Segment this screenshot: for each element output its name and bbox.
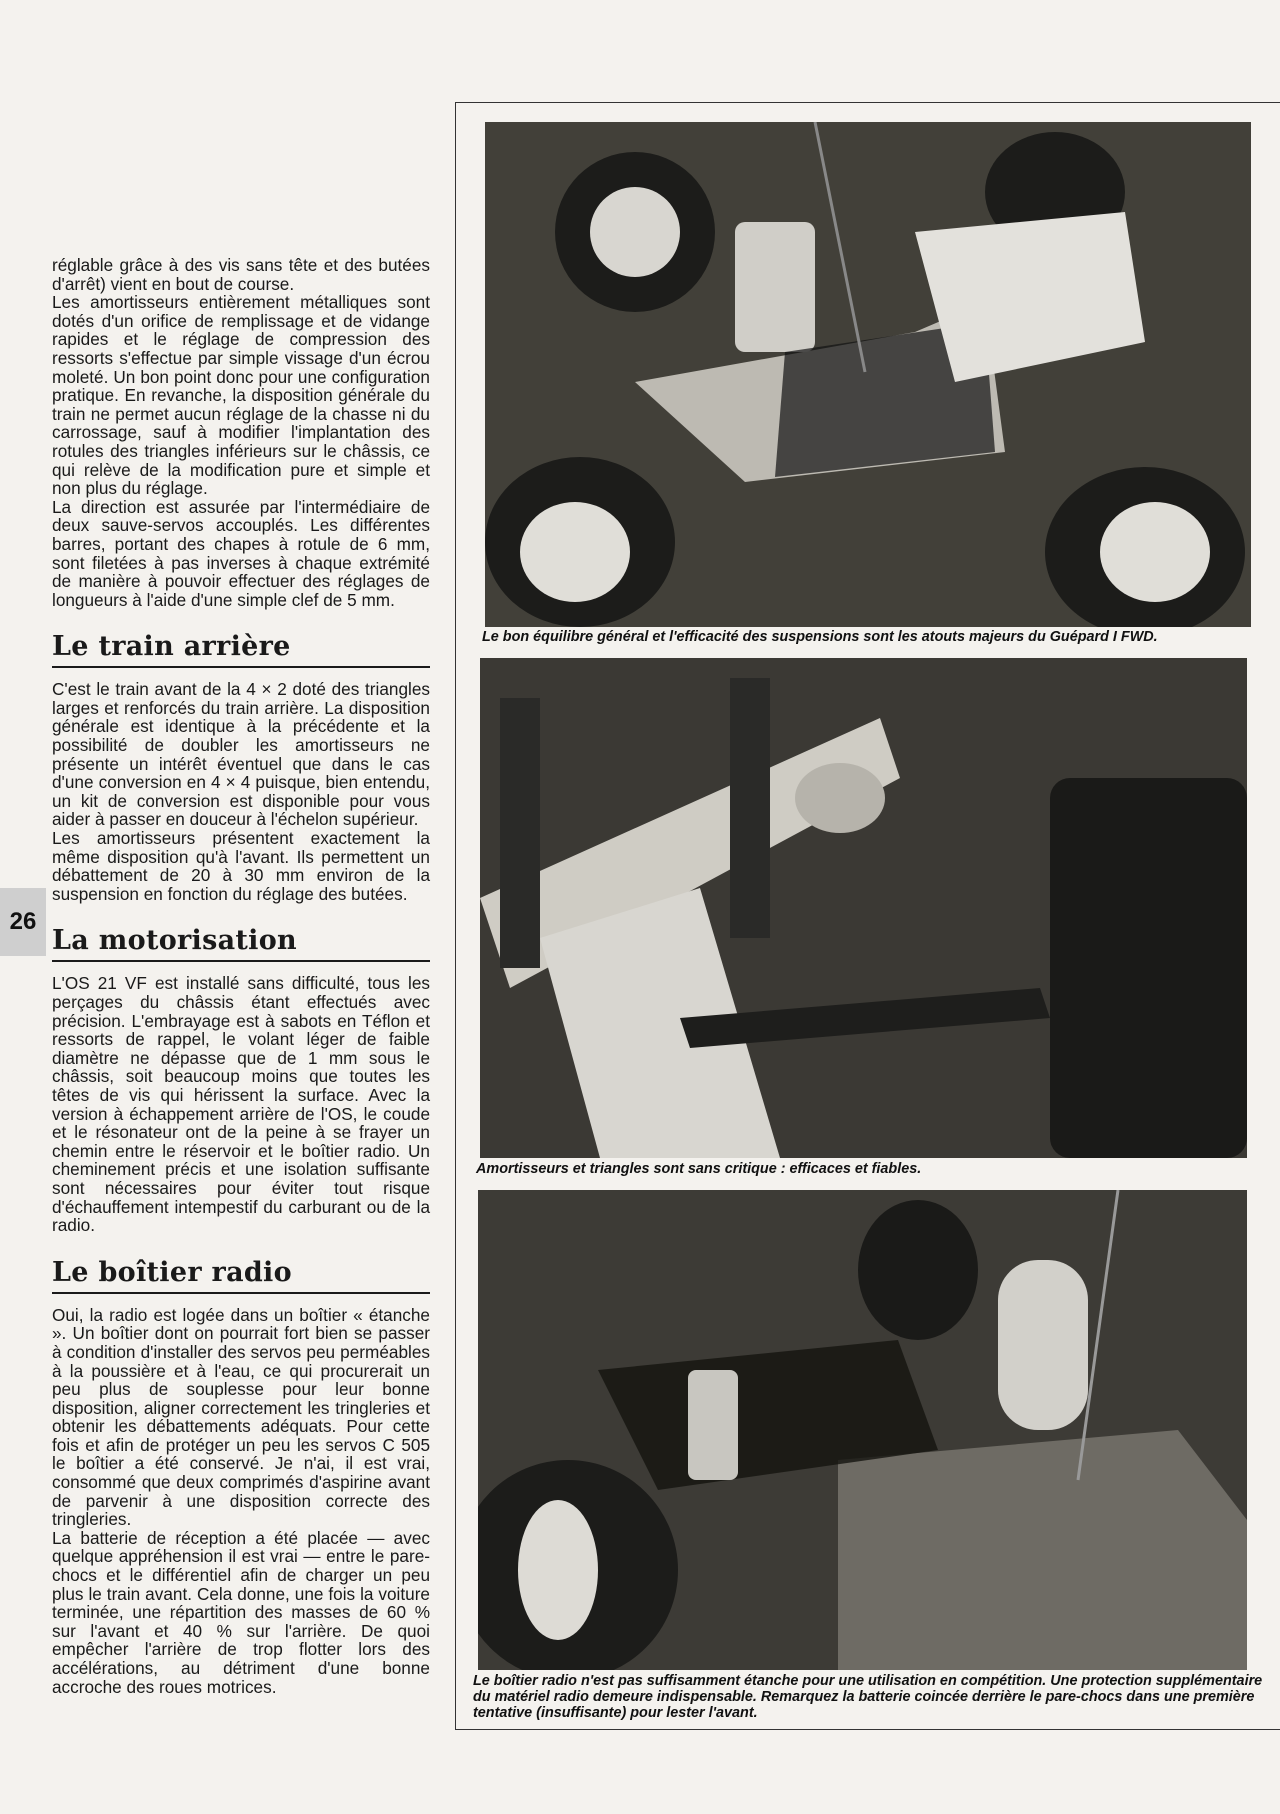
intro-block <box>52 256 430 609</box>
section-motorisation <box>52 925 430 1234</box>
photo-buggy-overview <box>485 122 1251 627</box>
article-text-column <box>52 256 430 1696</box>
section-boitier-radio <box>52 1257 430 1696</box>
photo-rear-suspension <box>480 658 1247 1158</box>
paragraph: La batterie de réception a été placée — avec quelque appréhension il est vrai — entre le pare-chocs et le différentiel afin de charger un peu plus le train avant. Cela donne, une fois la voiture terminée, une répartition des masses de 60 % sur l'avant et 40 % sur l'arrière. De quoi empêcher l'arrière de trop flotter lors des accélérations, au détriment d'une bonne accroche des roues motrices. <box>52 1527 430 1697</box>
paragraph: L'OS 21 VF est installé sans difficulté, tous les perçages du châssis étant effectués avec précision. L'embrayage est à sabots en Téflon et ressorts de rappel, le volant léger de faible diamètre ne dépasse que de 1 mm sous le châssis, soit beaucoup moins que toutes les têtes de vis qui hérissent la surface. Avec la version à échappement arrière de l'OS, le coude et le résonateur ont de la peine à se frayer un chemin entre le réservoir et le boîtier radio. Un cheminement précis et une isolation suffisante sont nécessaires pour éviter tout risque d'échauffement intempestif du carburant ou de la radio. <box>52 973 430 1236</box>
paragraph: Les amortisseurs présentent exactement la même disposition qu'à l'avant. Ils permettent un débattement de 20 à 30 mm environ de la suspension en fonction du réglage des butées. <box>52 828 430 904</box>
page-number: 26 <box>0 888 46 956</box>
section-heading: La motorisation <box>52 925 430 962</box>
paragraph: La direction est assurée par l'intermédiaire de deux sauve-servos accouplés. Les différentes barres, portant des chapes à rotule de 6 mm, sont filetées à pas inverses à chaque extrémité de manière à pouvoir effectuer des réglages de longueurs à l'aide d'une simple clef de 5 mm. <box>52 496 430 610</box>
paragraph: Oui, la radio est logée dans un boîtier « étanche ». Un boîtier dont on pourrait fort bien se passer à condition d'installer des servos peu perméables à la poussière et à l'eau, ce qui procurerait un peu plus de souplesse pour leur bonne disposition, aligner correctement les tringleries et obtenir les débattements adéquats. Pour cette fois et afin de protéger un peu les servos C 505 le boîtier a été conservé. Je n'ai, il est vrai, consommé que deux comprimés d'aspirine avant de parvenir à une disposition correcte des tringleries. <box>52 1304 430 1530</box>
section-heading: Le boîtier radio <box>52 1257 430 1294</box>
section-heading: Le train arrière <box>52 631 430 668</box>
photo-caption: Le boîtier radio n'est pas suffisamment étanche pour une utilisation en compétition. Une protection supplémentaire du matériel radio demeure indispensable. Remarquez la batterie coincée derrière le pare-chocs dans une première tentative (insuffisante) pour lester l'avant. <box>473 1673 1263 1721</box>
photo-caption: Le bon équilibre général et l'efficacité des suspensions sont les atouts majeurs du Guépard I FWD. <box>482 629 1158 645</box>
photo-radio-box <box>478 1190 1247 1670</box>
photo-caption: Amortisseurs et triangles sont sans critique : efficaces et fiables. <box>476 1161 922 1177</box>
section-train-arriere <box>52 631 430 903</box>
paragraph: C'est le train avant de la 4 × 2 doté des triangles larges et renforcés du train arrière. La disposition générale est identique à la précédente et la possibilité de doubler les amortisseurs ne présente un intérêt éventuel que dans le cas d'une conversion en 4 × 4 puisque, bien entendu, un kit de conversion est disponible pour vous aider à passer en douceur à l'échelon supérieur. <box>52 679 430 830</box>
paragraph: réglable grâce à des vis sans tête et des butées d'arrêt) vient en bout de course. <box>52 255 430 294</box>
paragraph: Les amortisseurs entièrement métalliques sont dotés d'un orifice de remplissage et de vidange rapides et le réglage de compression des ressorts s'effectue par simple vissage d'un écrou moleté. Un bon point donc pour une configuration pratique. En revanche, la disposition générale du train ne permet aucun réglage de la chasse ni du carrossage, sauf à modifier l'implantation des rotules des triangles inférieurs sur le châssis, ce qui relève de la modification pure et simple et non plus du réglage. <box>52 292 430 499</box>
